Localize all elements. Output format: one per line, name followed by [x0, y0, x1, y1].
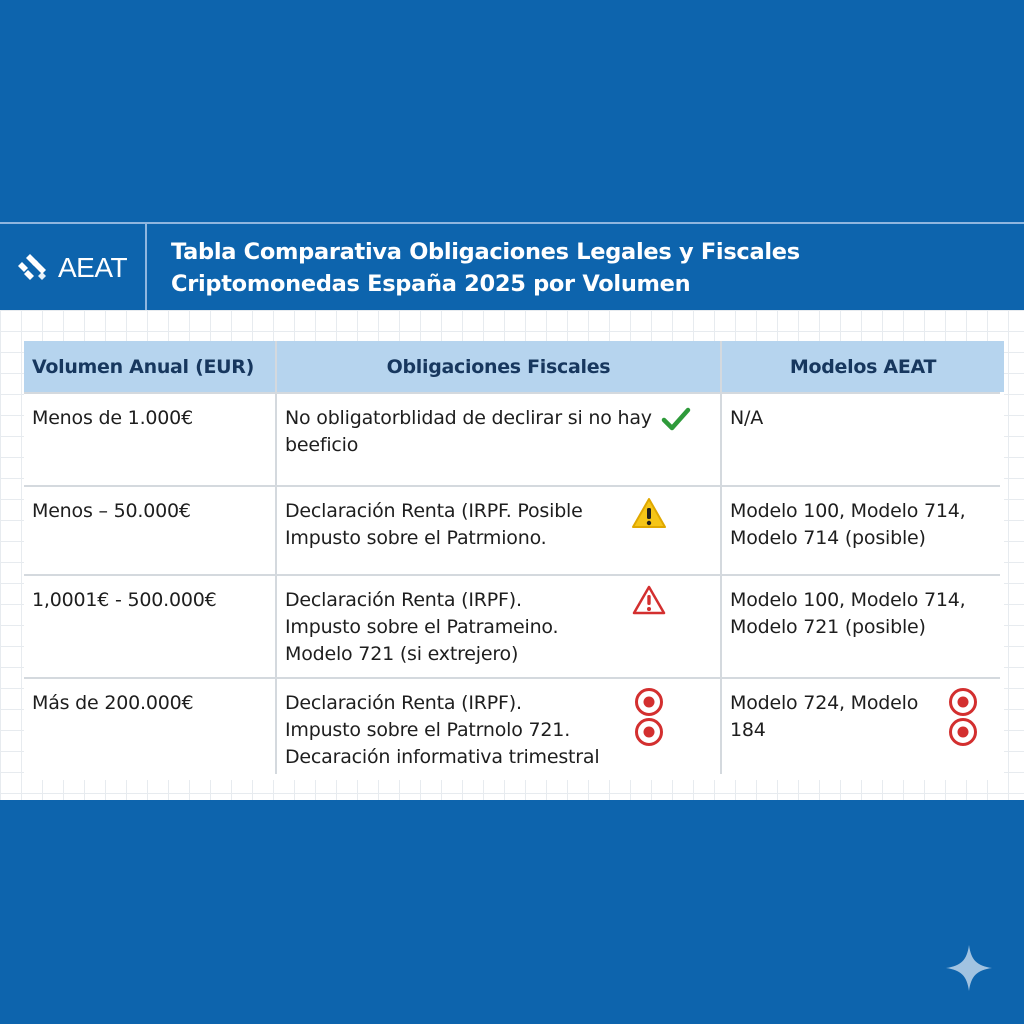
- row-2-obligation-line: Declaración Renta (IRPF. Posible: [285, 500, 583, 522]
- row-4-obligations-cell: [277, 679, 720, 780]
- row-3-model-line: Modelo 721 (posible): [730, 616, 926, 638]
- row-3-model-line: Modelo 100, Modelo 714,: [730, 589, 966, 611]
- column-header-volume: Volumen Anual (EUR): [24, 341, 275, 392]
- row-4-obligation-line: Impusto sobre el Patrnolo 721.: [285, 719, 571, 741]
- target-icon: [634, 687, 664, 717]
- comparison-table: [24, 341, 1000, 774]
- check-icon: [661, 406, 691, 432]
- row-3-obligation-line: Impusto sobre el Patrameino.: [285, 616, 559, 638]
- aeat-logo-icon: [16, 250, 52, 286]
- page-header: [0, 222, 1024, 310]
- page-title: [171, 236, 971, 300]
- row-2-volume-cell: [24, 487, 275, 574]
- row-4-model-line: Modelo 724, Modelo: [730, 692, 919, 714]
- warning-filled-icon: [631, 497, 667, 529]
- row-1-volume: Menos de 1.000€: [32, 407, 193, 429]
- aeat-logo: [16, 246, 144, 290]
- column-header-obligations: Obligaciones Fiscales: [277, 341, 720, 392]
- row-3-volume-cell: [24, 576, 275, 677]
- row-3-models-cell: [722, 576, 1004, 677]
- title-line-2: Criptomonedas España 2025 por Volumen: [171, 271, 691, 297]
- row-3-obligation-line: Modelo 721 (si extrejero): [285, 643, 519, 665]
- table-area: [0, 310, 1024, 800]
- row-4-models-cell: [722, 679, 1004, 780]
- row-4-obligation-line: Declaración Renta (IRPF).: [285, 692, 522, 714]
- column-header-models: Modelos AEAT: [722, 341, 1004, 392]
- target-icon: [948, 717, 978, 747]
- row-4-volume-cell: [24, 679, 275, 780]
- target-icon: [948, 687, 978, 717]
- row-1-model-line: N/A: [730, 407, 764, 429]
- row-2-models-cell: [722, 487, 1004, 574]
- row-4-volume: Más de 200.000€: [32, 692, 194, 714]
- row-2-model-line: Modelo 714 (posible): [730, 527, 926, 549]
- row-2-volume: Menos – 50.000€: [32, 500, 191, 522]
- warning-outline-icon: [631, 584, 667, 616]
- sparkle-icon: [944, 943, 994, 993]
- row-4-model-line: 184: [730, 719, 766, 741]
- row-1-models-cell: [722, 394, 1004, 485]
- row-4-obligation-line: Decaración informativa trimestral: [285, 746, 600, 768]
- target-icon: [634, 717, 664, 747]
- row-2-obligation-line: Impusto sobre el Patrmiono.: [285, 527, 547, 549]
- header-divider: [145, 224, 147, 310]
- row-1-obligations-cell: [277, 394, 720, 485]
- title-line-1: Tabla Comparativa Obligaciones Legales y Fiscales: [171, 239, 800, 265]
- row-3-obligations-cell: [277, 576, 720, 677]
- row-1-volume-cell: [24, 394, 275, 485]
- row-1-obligation-line: beeficio: [285, 434, 359, 456]
- row-1-obligation-line: No obligatorblidad de declirar si no hay: [285, 407, 652, 429]
- row-3-volume: 1,0001€ - 500.000€: [32, 589, 217, 611]
- row-2-obligations-cell: [277, 487, 720, 574]
- logo-text: AEAT: [58, 252, 128, 283]
- row-3-obligation-line: Declaración Renta (IRPF).: [285, 589, 522, 611]
- row-2-model-line: Modelo 100, Modelo 714,: [730, 500, 966, 522]
